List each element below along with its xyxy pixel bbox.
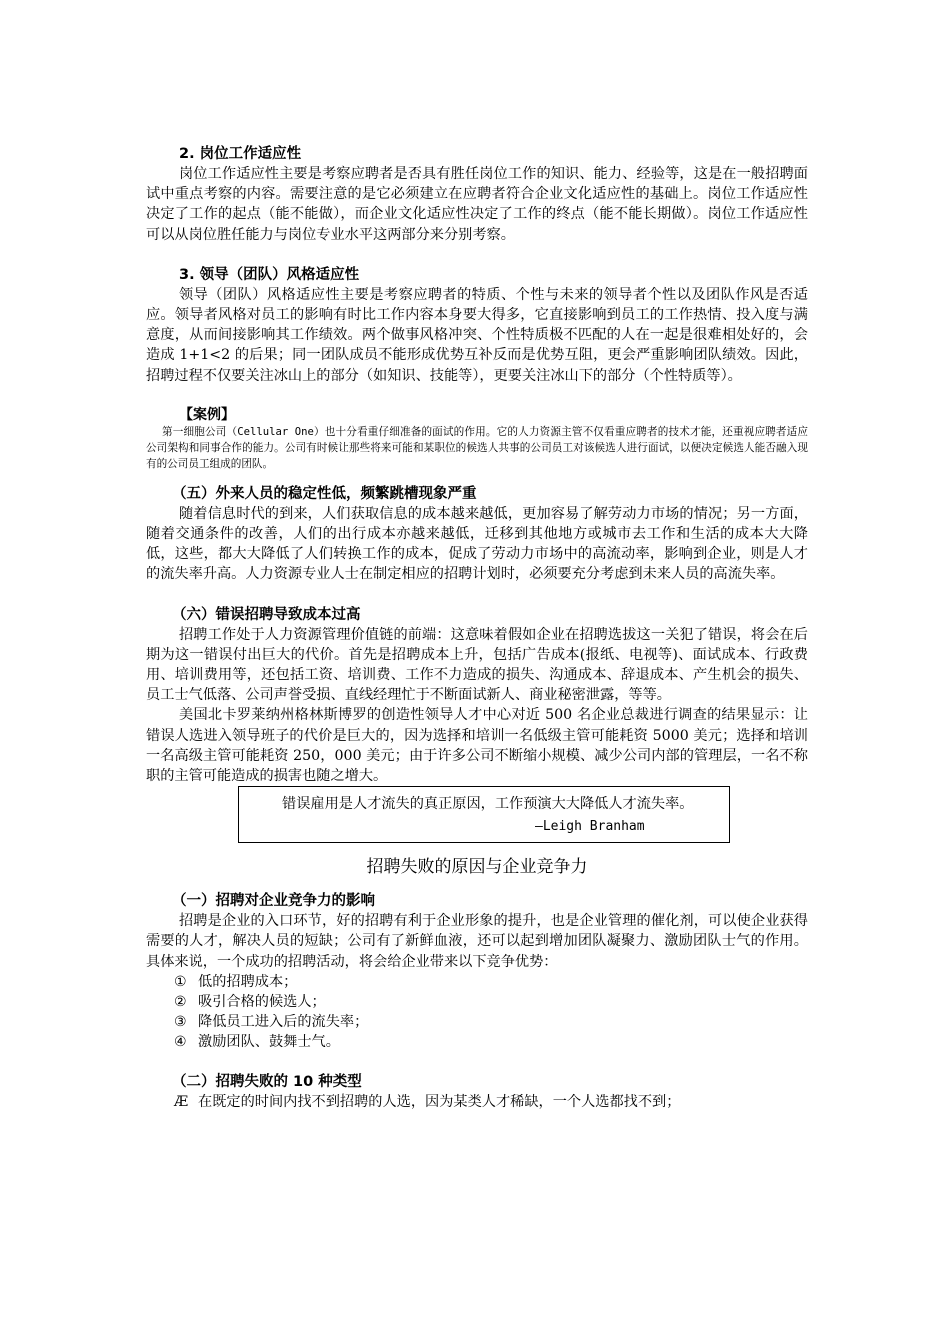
paragraph-stability: 随着信息时代的到来，人们获取信息的成本越来越低，更加容易了解劳动力市场的情况；另一方面，随着交通条件的改善，人们的出行成本亦越来越低，迁移到其他地方或城市去工作和生活的成本大大降低，这些，都大大降低了人们转换工作的成本，促成了劳动力市场中的高流动率，影响到企业，则是人才的流失率升高。人力资源专业人士在制定相应的招聘计划时，必须要充分考虑到未来人员的高流失率。: [146, 505, 808, 583]
list-item: ④ 激励团队、鼓舞士气。: [174, 1033, 340, 1050]
paragraph-leadership-fit: 领导（团队）风格适应性主要是考察应聘者的特质、个性与未来的领导者个性以及团队作风是否适应。领导者风格对员工的影响有时比工作内容本身要大得多，它直接影响到员工的工作热情、投入度与满意度，从而间接影响其工作绩效。两个做事风格冲突、个性特质极不匹配的人在一起是很难相处好的，会造成 1+1<2 的后果；同一团队成员不能形成优势互补反而是优势互阻，更会严重影响团队绩效。因此，招聘过程不仅要关注冰山上的部分（如知识、技能等），更要关注冰山下的部分（个性特质等）。: [146, 286, 808, 384]
section-heading-stability: （五）外来人员的稳定性低，频繁跳槽现象严重: [172, 485, 477, 502]
document-body: [146, 144, 808, 1112]
failure-type-list: [146, 1092, 808, 1112]
chapter-title: 招聘失败的原因与企业竞争力: [366, 857, 588, 878]
case-body: 第一细胞公司（Cellular One）也十分看重仔细准备的面试的作用。它的人力资源主管不仅看重应聘者的技术才能，还重视应聘者适应公司架构和同事合作的能力。公司有时候让那些将来可能和某职位的候选人共事的公司员工对该候选人进行面试，以便决定候选人能否融入现有的公司员工组成的团队。: [146, 425, 808, 470]
section-heading-leadership-fit: 3. 领导（团队）风格适应性: [179, 266, 360, 283]
paragraph-job-fit: 岗位工作适应性主要是考察应聘者是否具有胜任岗位工作的知识、能力、经验等，这是在一般招聘面试中重点考察的内容。需要注意的是它必须建立在应聘者符合企业文化适应性的基础上。岗位工作适应性决定了工作的起点（能不能做），而企业文化适应性决定了工作的终点（能不能长期做）。岗位工作适应性可以从岗位胜任能力与岗位专业水平这两部分来分别考察。: [146, 166, 808, 243]
list-item: Æ 在既定的时间内找不到招聘的人选，因为某类人才稀缺，一个人选都找不到；: [174, 1093, 681, 1110]
section-heading-failure-types: （二）招聘失败的 10 种类型: [172, 1073, 362, 1090]
case-heading: 【案例】: [179, 406, 235, 423]
section-heading-competitiveness: （一）招聘对企业竞争力的影响: [172, 893, 375, 910]
paragraph-wrong-hire-1: 招聘工作处于人力资源管理价值链的前端：这意味着假如企业在招聘选拔这一关犯了错误，将会在后期为这一错误付出巨大的代价。首先是招聘成本上升，包括广告成本(报纸、电视等)、面试成本、行政费用、培训费用等，还包括工资、培训费、工作不力造成的损失、沟通成本、辞退成本、产生机会的损失、员工士气低落、公司声誉受损、直线经理忙于不断面试新人、商业秘密泄露，等等。: [146, 626, 808, 704]
quote-author: —Leigh Branham: [535, 819, 645, 835]
section-heading-job-fit: 2. 岗位工作适应性: [179, 146, 302, 162]
list-item: ② 吸引合格的候选人；: [174, 993, 326, 1010]
paragraph-wrong-hire-2: 美国北卡罗莱纳州格林斯博罗的创造性领导人才中心对近 500 名企业总裁进行调查的结果显示：让错误人选进入领导班子的代价是巨大的，因为选择和培训一名低级主管可能耗资 5000 美元；选择和培训一名高级主管可能耗资 250，000 美元；由于许多公司不断缩小规模、减少公司内部的管理层，一名不称职的主管可能造成的损害也随之增大。: [146, 707, 808, 785]
advantage-list: [146, 972, 808, 1052]
paragraph-competitiveness: 招聘是企业的入口环节，好的招聘有利于企业形象的提升，也是企业管理的催化剂，可以使企业获得需要的人才，解决人员的短缺；公司有了新鲜血液，还可以起到增加团队凝聚力、激励团队士气的作用。具体来说，一个成功的招聘活动，将会给企业带来以下竞争优势：: [146, 913, 808, 970]
quote-text: 错误雇用是人才流失的真正原因，工作预演大大降低人才流失率。: [282, 796, 694, 813]
list-item: ① 低的招聘成本；: [174, 973, 298, 990]
quote-box: [238, 786, 730, 843]
section-heading-wrong-hire: （六）错误招聘导致成本过高: [172, 606, 361, 623]
list-item: ③ 降低员工进入后的流失率；: [174, 1013, 369, 1030]
